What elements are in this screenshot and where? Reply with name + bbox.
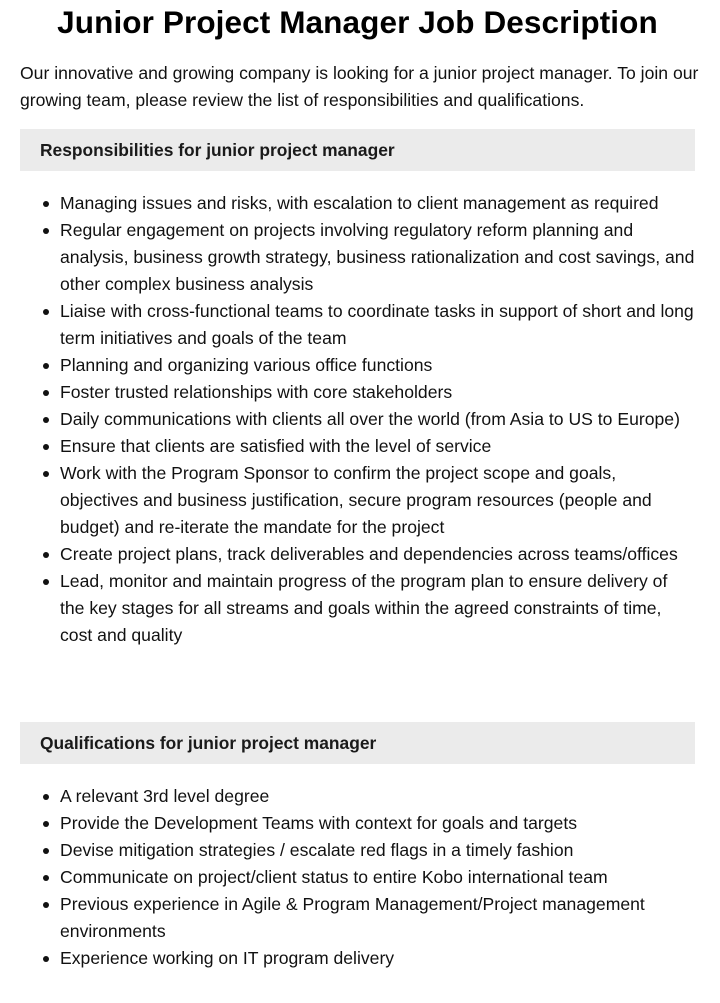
list-item: Planning and organizing various office functions [60, 352, 695, 379]
list-item: Create project plans, track deliverables and dependencies across teams/offices [60, 541, 695, 568]
list-item: Devise mitigation strategies / escalate red flags in a timely fashion [60, 837, 695, 864]
page-title: Junior Project Manager Job Description [57, 4, 658, 40]
list-item: Regular engagement on projects involving regulatory reform planning and analysis, business growth strategy, business rationalization and cost savings, and other complex business analysis [60, 217, 695, 298]
list-item: Liaise with cross-functional teams to coordinate tasks in support of short and long term initiatives and goals of the team [60, 298, 695, 352]
qualifications-heading: Qualifications for junior project manager [20, 722, 695, 764]
list-item: Daily communications with clients all over the world (from Asia to US to Europe) [60, 406, 695, 433]
list-item: A relevant 3rd level degree [60, 783, 695, 810]
list-item: Ensure that clients are satisfied with the level of service [60, 433, 695, 460]
list-item: Communicate on project/client status to entire Kobo international team [60, 864, 695, 891]
list-item: Foster trusted relationships with core stakeholders [60, 379, 695, 406]
list-item: Lead, monitor and maintain progress of the program plan to ensure delivery of the key stages for all streams and goals within the agreed constraints of time, cost and quality [60, 568, 695, 649]
list-item: Experience working on IT program delivery [60, 945, 695, 972]
responsibilities-heading: Responsibilities for junior project manager [20, 129, 695, 171]
responsibilities-list [20, 190, 695, 649]
intro-paragraph: Our innovative and growing company is looking for a junior project manager. To join our growing team, please review the list of responsibilities and qualifications. [20, 63, 699, 110]
list-item: Work with the Program Sponsor to confirm the project scope and goals, objectives and business justification, secure program resources (people and budget) and re-iterate the mandate for the project [60, 460, 695, 541]
list-item: Previous experience in Agile & Program Management/Project management environments [60, 891, 695, 945]
qualifications-list [20, 783, 695, 972]
list-item: Managing issues and risks, with escalation to client management as required [60, 190, 695, 217]
list-item: Provide the Development Teams with context for goals and targets [60, 810, 695, 837]
